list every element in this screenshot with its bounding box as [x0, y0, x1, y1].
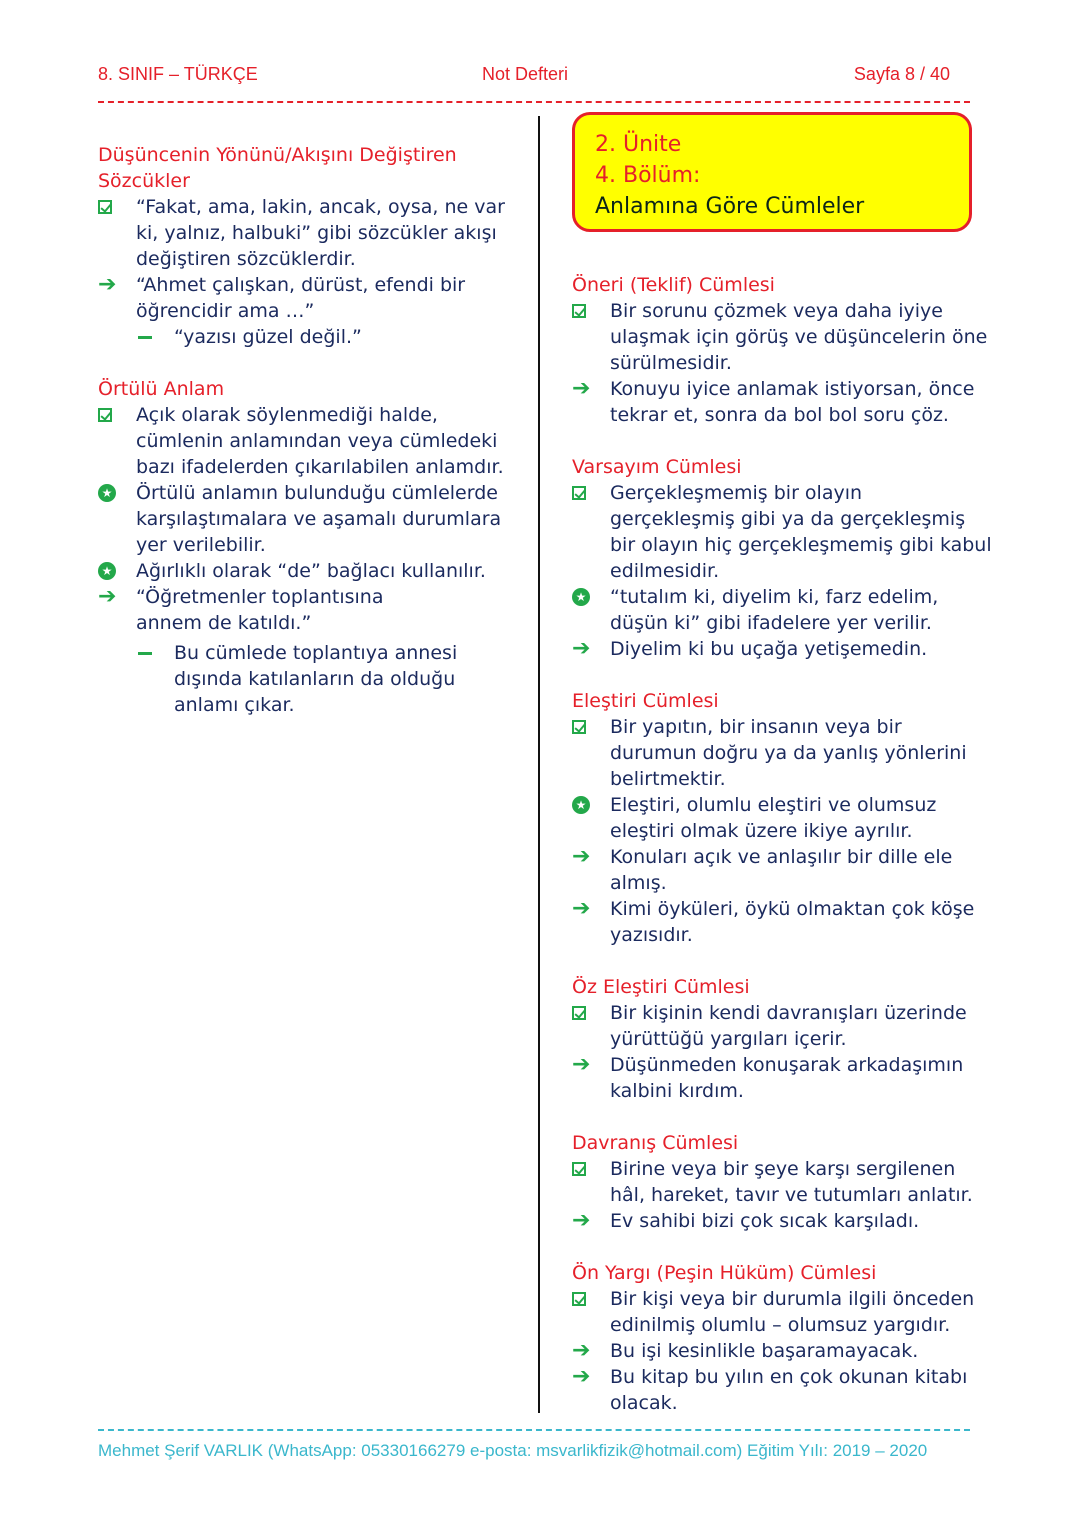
- star-icon: ★: [572, 792, 598, 818]
- list-item: [572, 1156, 992, 1208]
- list-item: [572, 480, 992, 584]
- chapter-number: 4. Bölüm:: [595, 163, 701, 188]
- checkbox-icon: [572, 1156, 598, 1182]
- footer-divider: [98, 1429, 970, 1431]
- list-item: [98, 402, 518, 480]
- item-text: Ev sahibi bizi çok sıcak karşıladı.: [610, 1210, 920, 1232]
- section-self-criticism-sentence: [572, 974, 992, 1104]
- arrow-right-icon: ➔: [572, 376, 591, 401]
- column-divider: [538, 116, 540, 1413]
- item-text: Konuyu iyice anlamak istiyorsan, önce tekrar et, sonra da bol bol soru çöz.: [610, 378, 975, 426]
- section-title: Öneri (Teklif) Cümlesi: [572, 274, 775, 296]
- arrow-right-icon: ➔: [98, 272, 117, 297]
- section-title: Eleştiri Cümlesi: [572, 690, 719, 712]
- item-text: Kimi öyküleri, öykü olmaktan çok köşe yazısıdır.: [610, 898, 975, 946]
- arrow-right-icon: ➔: [572, 1364, 591, 1389]
- section-behavior-sentence: [572, 1130, 992, 1234]
- header-divider: [98, 101, 970, 103]
- list-item: [98, 324, 518, 350]
- list-item: [572, 896, 992, 948]
- arrow-right-icon: ➔: [572, 1052, 591, 1077]
- section-title: Varsayım Cümlesi: [572, 456, 742, 478]
- section-assumption-sentence: [572, 454, 992, 662]
- list-item: [572, 1000, 992, 1052]
- list-item: [98, 584, 518, 636]
- item-text: Açık olarak söylenmediği halde, cümlenin anlamından veya cümledeki bazı ifadelerden çıkarılabilen anlamdır.: [136, 404, 504, 478]
- list-item: [98, 272, 518, 324]
- item-text: Bir kişinin kendi davranışları üzerinde yürüttüğü yargıları içerir.: [610, 1002, 967, 1050]
- checkbox-icon: [572, 1286, 598, 1312]
- item-text: “Ahmet çalışkan, dürüst, efendi bir öğrencidir ama …”: [136, 274, 466, 322]
- item-text: Bir yapıtın, bir insanın veya bir durumun doğru ya da yanlış yönlerini belirtmektir.: [610, 716, 967, 790]
- arrow-right-icon: ➔: [572, 844, 591, 869]
- header-page-number: Sayfa 8 / 40: [853, 64, 950, 84]
- section-criticism-sentence: [572, 688, 992, 948]
- list-item: [572, 792, 992, 844]
- item-text: Bir sorunu çözmek veya daha iyiye ulaşmak için görüş ve düşüncelerin öne sürülmesidir.: [610, 300, 988, 374]
- section-implicit-meaning: [98, 376, 518, 718]
- item-text: Bu kitap bu yılın en çok okunan kitabı olacak.: [610, 1366, 968, 1414]
- section-title: Öz Eleştiri Cümlesi: [572, 976, 750, 998]
- dash-icon: [138, 640, 164, 666]
- checkbox-icon: [98, 402, 124, 428]
- list-item: [572, 1286, 992, 1338]
- unit-number: 2. Ünite: [595, 132, 682, 157]
- section-suggestion-sentence: [572, 272, 992, 428]
- left-column: [98, 142, 518, 744]
- unit-title-box: [572, 112, 972, 232]
- header-class-subject: 8. SINIF – TÜRKÇE: [98, 64, 258, 84]
- item-text: Bu cümlede toplantıya annesi dışında katılanların da olduğu anlamı çıkar.: [174, 642, 458, 716]
- section-thought-direction: [98, 142, 518, 350]
- list-item: [98, 194, 518, 272]
- page-header: [98, 64, 950, 92]
- header-title: Not Defteri: [482, 64, 569, 84]
- item-text: Örtülü anlamın bulunduğu cümlelerde karşılaştımalara ve aşamalı durumlara yer verilebilir.: [136, 482, 502, 556]
- item-text: Gerçekleşmemiş bir olayın gerçekleşmiş gibi ya da gerçekleşmiş bir olayın hiç gerçekleşmemiş gibi kabul edilmesidir.: [610, 482, 992, 582]
- list-item: [572, 714, 992, 792]
- star-icon: ★: [98, 480, 124, 506]
- item-text: Bir kişi veya bir durumla ilgili önceden edinilmiş olumlu – olumsuz yargıdır.: [610, 1288, 975, 1336]
- section-title: Davranış Cümlesi: [572, 1132, 739, 1154]
- section-prejudice-sentence: [572, 1260, 992, 1416]
- arrow-right-icon: ➔: [572, 896, 591, 921]
- section-title: Düşüncenin Yönünü/Akışını Değiştiren Sözcükler: [98, 144, 457, 192]
- checkbox-icon: [572, 1000, 598, 1026]
- list-item: [98, 480, 518, 558]
- star-icon: ★: [572, 584, 598, 610]
- checkbox-icon: [572, 714, 598, 740]
- item-text: Düşünmeden konuşarak arkadaşımın kalbini kırdım.: [610, 1054, 964, 1102]
- list-item: [572, 1364, 992, 1416]
- item-text: “Öğretmenler toplantısına annem de katıldı.”: [136, 586, 384, 634]
- list-item: [572, 298, 992, 376]
- arrow-right-icon: ➔: [98, 584, 117, 609]
- list-item: [572, 376, 992, 428]
- item-text: Ağırlıklı olarak “de” bağlacı kullanılır.: [136, 560, 486, 582]
- checkbox-icon: [572, 480, 598, 506]
- list-item: [572, 1208, 992, 1234]
- item-text: Birine veya bir şeye karşı sergilenen hâl, hareket, tavır ve tutumları anlatır.: [610, 1158, 973, 1206]
- item-text: “tutalım ki, diyelim ki, farz edelim, düşün ki” gibi ifadelere yer verilir.: [610, 586, 939, 634]
- list-item: [98, 640, 518, 718]
- item-text: Diyelim ki bu uçağa yetişemedin.: [610, 638, 928, 660]
- right-column: [572, 112, 992, 1442]
- item-text: Konuları açık ve anlaşılır bir dille ele almış.: [610, 846, 953, 894]
- arrow-right-icon: ➔: [572, 1338, 591, 1363]
- star-icon: ★: [98, 558, 124, 584]
- chapter-title: Anlamına Göre Cümleler: [595, 194, 865, 219]
- checkbox-icon: [98, 194, 124, 220]
- arrow-right-icon: ➔: [572, 636, 591, 661]
- arrow-right-icon: ➔: [572, 1208, 591, 1233]
- page-footer: Mehmet Şerif VARLIK (WhatsApp: 05330166279 e-posta: msvarlikfizik@hotmail.com) Eğitim Yılı: 2019 – 2020: [98, 1441, 928, 1460]
- list-item: [572, 844, 992, 896]
- list-item: [572, 1338, 992, 1364]
- list-item: [572, 584, 992, 636]
- dash-icon: [138, 324, 164, 350]
- item-text: “yazısı güzel değil.”: [174, 326, 362, 348]
- section-title: Ön Yargı (Peşin Hüküm) Cümlesi: [572, 1262, 877, 1284]
- item-text: Eleştiri, olumlu eleştiri ve olumsuz eleştiri olmak üzere ikiye ayrılır.: [610, 794, 937, 842]
- list-item: [572, 636, 992, 662]
- section-title: Örtülü Anlam: [98, 378, 225, 400]
- item-text: Bu işi kesinlikle başaramayacak.: [610, 1340, 919, 1362]
- checkbox-icon: [572, 298, 598, 324]
- list-item: [98, 558, 518, 584]
- list-item: [572, 1052, 992, 1104]
- item-text: “Fakat, ama, lakin, ancak, oysa, ne var ki, yalnız, halbuki” gibi sözcükler akışı değiştiren sözcüklerdir.: [136, 196, 505, 270]
